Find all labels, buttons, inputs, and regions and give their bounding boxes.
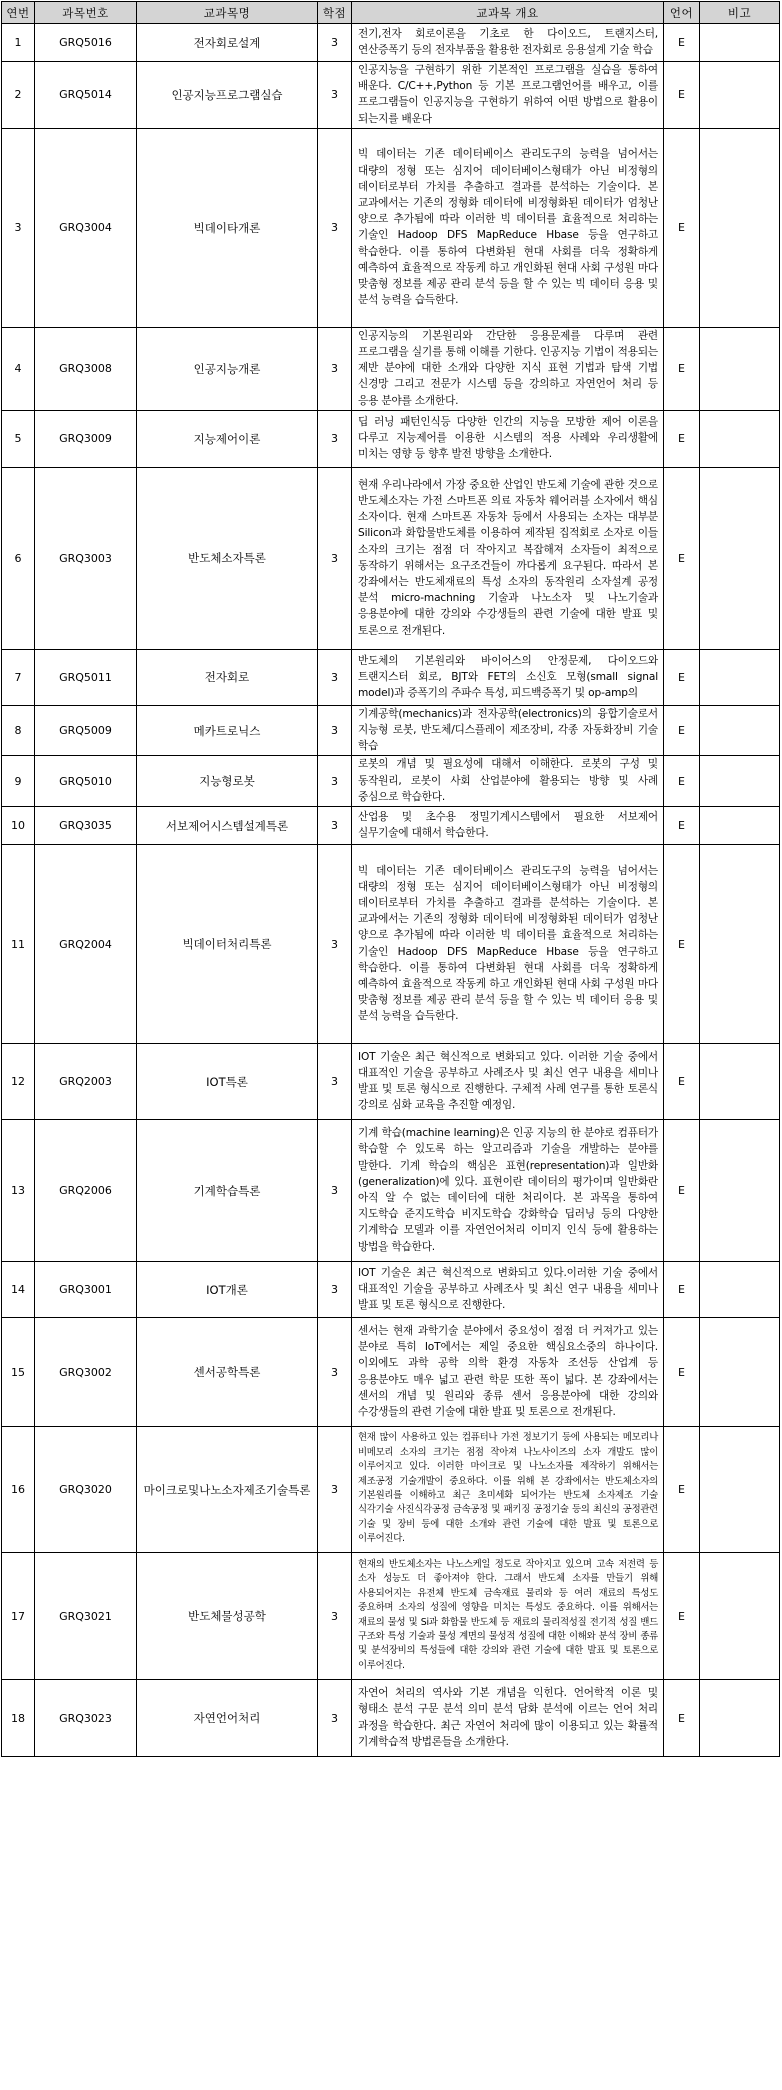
course-language: E: [664, 467, 700, 649]
row-number: 1: [2, 24, 35, 62]
row-number: 12: [2, 1044, 35, 1120]
course-remarks: [700, 756, 780, 807]
course-summary: 인공지능의 기본원리와 간단한 응용문제를 다루며 관련 프로그램을 실기를 통해 이해를 기한다. 인공지능 기법이 적용되는 제반 분야에 대한 소개와 다양한 지식 표현 기법과 탐색 기법 신경망 그리고 전문가 시스템 등을 강의하고 자연언어 처리 등 응용 분야를 소개한다.: [352, 327, 664, 410]
course-remarks: [700, 62, 780, 129]
table-row: [2, 649, 780, 705]
course-code: GRQ3003: [35, 467, 137, 649]
course-language: E: [664, 756, 700, 807]
course-language: E: [664, 1553, 700, 1680]
course-summary: 현재 많이 사용하고 있는 컴퓨터나 가전 정보기기 등에 사용되는 메모리나 비메모리 소자의 크기는 점점 작아져 나노사이즈의 소자 개발도 많이 이루어지고 있다. 이러한 마이크로 및 나노소자를 제작하기 위해서는 제조공정 기술개발이 중요하다. 이를 위해 본 강좌에서는 반도체소자의 기본원리를 이해하고 최근 초미세화 되어가는 반도체 소자제조 기술 식각기술 사진식각공정 금속공정 및 패키징 공정기술 등의 최신의 공정관련 기술 및 장비 등에 대한 소개와 관련 기술에 대한 발표 및 토론으로 이루어진다.: [352, 1427, 664, 1553]
course-name: 전자회로: [137, 649, 318, 705]
course-remarks: [700, 1680, 780, 1757]
course-code: GRQ3002: [35, 1318, 137, 1427]
course-code: GRQ5014: [35, 62, 137, 129]
course-remarks: [700, 128, 780, 327]
table-row: [2, 705, 780, 756]
header-language: 언어: [664, 2, 700, 24]
course-name: 반도체소자특론: [137, 467, 318, 649]
course-credits: 3: [318, 24, 352, 62]
row-number: 14: [2, 1262, 35, 1318]
table-row: [2, 1044, 780, 1120]
row-number: 17: [2, 1553, 35, 1680]
row-number: 16: [2, 1427, 35, 1553]
course-summary: 기계 학습(machine learning)은 인공 지능의 한 분야로 컴퓨터가 학습할 수 있도록 하는 알고리즘과 기술을 개발하는 분야를 말한다. 기계 학습의 핵심은 표현(representation)과 일반화(generalization)에 있다. 표현이란 데이터의 평가이며 일반화란 아직 알 수 없는 데이터에 대한 처리이다. 본 과목을 통하여 지도학습 준지도학습 비지도학습 강화학습 딥러닝 등의 다양한 기계학습 모델과 이를 자연언어처리 이미지 인식 등에 활용하는 방법을 학습한다.: [352, 1120, 664, 1262]
course-summary: 현재 우리나라에서 가장 중요한 산업인 반도체 기술에 관한 것으로 반도체소자는 가전 스마트폰 의료 자동차 웨어러블 소자에서 핵심 소자이다. 현재 스마트폰 자동차 등에서 사용되는 소자는 대부분 Silicon과 화합물반도체를 이용하여 제작된 집적회로 소자로 이들 소자의 크기는 점점 더 작아지고 복잡해져 소자들이 최적으로 동작하기 위해서는 요구조건들이 까다롭게 요구된다. 따라서 본 강좌에서는 반도체재료의 특성 소자의 동작원리 소자설계 공정 분석 micro-machning 기술과 나노소자 및 나노기술과 응용분야에 대한 강의와 수강생들의 관련 기술에 대한 발표 및 토론으로 전개된다.: [352, 467, 664, 649]
course-language: E: [664, 1262, 700, 1318]
table-row: [2, 1553, 780, 1680]
course-name: 전자회로설계: [137, 24, 318, 62]
course-summary: IOT 기술은 최근 혁신적으로 변화되고 있다. 이러한 기술 중에서 대표적인 기술을 공부하고 사례조사 및 최신 연구 내용을 세미나 발표 및 토론 형식으로 진행한다. 구체적 사례 연구를 통한 토론식 강의로 심화 교육을 추진할 예정임.: [352, 1044, 664, 1120]
course-summary: 딥 러닝 패턴인식등 다양한 인간의 지능을 모방한 제어 이론을 다루고 지능제어를 이용한 시스템의 적용 사례와 우리생활에 미치는 영향 등 향후 발전 방향을 소개한다.: [352, 410, 664, 467]
course-language: E: [664, 410, 700, 467]
row-number: 18: [2, 1680, 35, 1757]
course-code: GRQ2003: [35, 1044, 137, 1120]
course-summary: 인공지능을 구현하기 위한 기본적인 프로그램을 실습을 통하여 배운다. C/C++,Python 등 기본 프로그램언어를 배우고, 이를 프로그램들이 인공지능을 구현하기 위하여 어떤 방법으로 활용이 되는지를 배운다: [352, 62, 664, 129]
course-credits: 3: [318, 649, 352, 705]
course-summary: 자연어 처리의 역사와 기본 개념을 익힌다. 언어학적 이론 및 형태소 분석 구문 분석 의미 분석 담화 분석에 이르는 언어 처리 과정을 학습한다. 최근 자연어 처리에 많이 이용되고 있는 확률적 기계학습적 방법론들을 소개한다.: [352, 1680, 664, 1757]
course-code: GRQ3001: [35, 1262, 137, 1318]
course-code: GRQ3035: [35, 807, 137, 845]
course-language: E: [664, 845, 700, 1044]
course-name: 서보제어시스템설계특론: [137, 807, 318, 845]
course-language: E: [664, 62, 700, 129]
course-code: GRQ2006: [35, 1120, 137, 1262]
course-language: E: [664, 1427, 700, 1553]
course-remarks: [700, 467, 780, 649]
course-language: E: [664, 807, 700, 845]
course-remarks: [700, 1318, 780, 1427]
course-language: E: [664, 1318, 700, 1427]
course-remarks: [700, 410, 780, 467]
course-name: 인공지능프로그램실습: [137, 62, 318, 129]
course-credits: 3: [318, 1680, 352, 1757]
course-language: E: [664, 1680, 700, 1757]
course-language: E: [664, 327, 700, 410]
row-number: 10: [2, 807, 35, 845]
course-name: 반도체물성공학: [137, 1553, 318, 1680]
course-summary: IOT 기술은 최근 혁신적으로 변화되고 있다.이러한 기술 중에서 대표적인 기술을 공부하고 사례조사 및 최신 연구 내용을 세미나 발표 및 토론 형식으로 진행한다.: [352, 1262, 664, 1318]
course-language: E: [664, 24, 700, 62]
course-name: 자연언어처리: [137, 1680, 318, 1757]
table-row: [2, 1318, 780, 1427]
course-remarks: [700, 24, 780, 62]
course-code: GRQ5011: [35, 649, 137, 705]
table-row: [2, 1427, 780, 1553]
course-remarks: [700, 1553, 780, 1680]
course-remarks: [700, 807, 780, 845]
table-row: [2, 1120, 780, 1262]
table-row: [2, 467, 780, 649]
course-name: 메카트로닉스: [137, 705, 318, 756]
course-name: 지능형로봇: [137, 756, 318, 807]
course-credits: 3: [318, 410, 352, 467]
course-credits: 3: [318, 467, 352, 649]
course-name: IOT개론: [137, 1262, 318, 1318]
course-name: 마이크로및나노소자제조기술특론: [137, 1427, 318, 1553]
course-code: GRQ3021: [35, 1553, 137, 1680]
header-credits: 학점: [318, 2, 352, 24]
course-remarks: [700, 1044, 780, 1120]
row-number: 15: [2, 1318, 35, 1427]
course-summary: 빅 데이터는 기존 데이터베이스 관리도구의 능력을 넘어서는 대량의 정형 또는 심지어 데이터베이스형태가 아닌 비정형의 데이터로부터 가치를 추출하고 결과를 분석하는 기술이다. 본 교과에서는 기존의 정형화 데이터에 비정형화된 데이터가 엄청난 양으로 추가됨에 따라 이러한 빅 데이터를 효율적으로 처리하는 기술인 Hadoop DFS MapReduce Hbase 등을 연구하고 학습한다. 이를 통하여 다변화된 현대 사회를 더욱 정확하게 예측하여 효율적으로 작동케 하고 개인화된 현대 사회 구성원 마다 맞춤형 정보를 제공 관리 분석 등을 할 수 있는 빅 데이터 응용 및 분석 능력을 습득한다.: [352, 845, 664, 1044]
course-credits: 3: [318, 807, 352, 845]
table-row: [2, 756, 780, 807]
row-number: 9: [2, 756, 35, 807]
header-no: 연번: [2, 2, 35, 24]
course-credits: 3: [318, 327, 352, 410]
course-code: GRQ3020: [35, 1427, 137, 1553]
course-credits: 3: [318, 128, 352, 327]
course-credits: 3: [318, 1044, 352, 1120]
course-credits: 3: [318, 756, 352, 807]
course-name: 지능제어이론: [137, 410, 318, 467]
course-name: 기계학습특론: [137, 1120, 318, 1262]
course-remarks: [700, 327, 780, 410]
course-summary: 기계공학(mechanics)과 전자공학(electronics)의 융합기술로서 지능형 로봇, 반도체/디스플레이 제조장비, 각종 자동화장비 기술 학습: [352, 705, 664, 756]
course-credits: 3: [318, 705, 352, 756]
course-summary: 현재의 반도체소자는 나노스케일 정도로 작아지고 있으며 고속 저전력 등 소자 성능도 더 좋아져야 한다. 그래서 반도체 소자를 만들기 위해 사용되어지는 유전체 반도체 금속재료 물리와 등 여러 재료의 특성도 중요하며 소자의 성질에 영향을 미치는 특성도 중요하다. 이를 위해서는 재료의 물성 및 Si과 화합물 반도체 등 재료의 물리적성질 전기적 성질 밴드 구조와 특성 기술과 물성 계면의 물성적 성질에 대한 이해와 분석 장비 종류 및 분석장비의 특성들에 대한 강의와 관련 기술에 대한 발표 및 토론으로 이루어진다.: [352, 1553, 664, 1680]
row-number: 7: [2, 649, 35, 705]
table-row: [2, 1680, 780, 1757]
header-remarks: 비고: [700, 2, 780, 24]
course-remarks: [700, 649, 780, 705]
row-number: 4: [2, 327, 35, 410]
table-row: [2, 410, 780, 467]
course-table-body: [2, 24, 780, 1757]
course-credits: 3: [318, 845, 352, 1044]
table-row: [2, 845, 780, 1044]
row-number: 11: [2, 845, 35, 1044]
course-code: GRQ3004: [35, 128, 137, 327]
course-name: 인공지능개론: [137, 327, 318, 410]
course-language: E: [664, 128, 700, 327]
header-name: 교과목명: [137, 2, 318, 24]
course-summary: 전기,전자 회로이론을 기초로 한 다이오드, 트랜지스터, 연산증폭기 등의 전자부품을 활용한 전자회로 응용설계 기술 학습: [352, 24, 664, 62]
table-row: [2, 1262, 780, 1318]
course-code: GRQ2004: [35, 845, 137, 1044]
course-remarks: [700, 1120, 780, 1262]
course-credits: 3: [318, 1427, 352, 1553]
course-name: 빅데이터처리특론: [137, 845, 318, 1044]
course-summary: 반도체의 기본원리와 바이어스의 안정문제, 다이오드와 트랜지스터 회로, BJT와 FET의 소신호 모형(small signal model)과 증폭기의 주파수 특성, 피드백증폭기 및 op-amp의: [352, 649, 664, 705]
header-summary: 교과목 개요: [352, 2, 664, 24]
course-name: IOT특론: [137, 1044, 318, 1120]
course-remarks: [700, 1262, 780, 1318]
row-number: 2: [2, 62, 35, 129]
course-summary: 빅 데이터는 기존 데이터베이스 관리도구의 능력을 넘어서는 대량의 정형 또는 심지어 데이터베이스형태가 아닌 비정형의 데이터로부터 가치를 추출하고 결과를 분석하는 기술이다. 본 교과에서는 기존의 정형화 데이터에 비정형화된 데이터가 엄청난 양으로 추가됨에 따라 이러한 빅 데이터를 효율적으로 처리하는 기술인 Hadoop DFS MapReduce Hbase 등을 연구하고 학습한다. 이를 통하여 다변화된 현대 사회를 더욱 정확하게 예측하여 효율적으로 작동케 하고 개인화된 현대 사회 구성원 마다 맞춤형 정보를 제공 관리 분석 등을 할 수 있는 빅 데이터 응용 및 분석 능력을 습득한다.: [352, 128, 664, 327]
header-code: 과목번호: [35, 2, 137, 24]
row-number: 13: [2, 1120, 35, 1262]
course-credits: 3: [318, 1120, 352, 1262]
row-number: 5: [2, 410, 35, 467]
row-number: 6: [2, 467, 35, 649]
table-row: [2, 128, 780, 327]
course-credits: 3: [318, 1262, 352, 1318]
course-remarks: [700, 845, 780, 1044]
course-remarks: [700, 1427, 780, 1553]
course-name: 빅데이타개론: [137, 128, 318, 327]
header-row: [2, 2, 780, 24]
row-number: 3: [2, 128, 35, 327]
course-credits: 3: [318, 62, 352, 129]
course-summary: 센서는 현재 과학기술 분야에서 중요성이 점점 더 커져가고 있는 분야로 특히 IoT에서는 제일 중요한 핵심요소중의 하나이다. 이외에도 과학 공학 의학 환경 자동차 조선등 산업계 등 응용분야도 매우 넓고 관련 학문 또한 폭이 넓다. 본 강좌에서는 센서의 개념 및 원리와 종류 센서 응용분야에 대한 강의와 수강생들의 관련 기술에 대한 발표 및 토론으로 전개된다.: [352, 1318, 664, 1427]
course-language: E: [664, 1120, 700, 1262]
course-name: 센서공학특론: [137, 1318, 318, 1427]
course-code: GRQ5016: [35, 24, 137, 62]
table-row: [2, 24, 780, 62]
table-row: [2, 807, 780, 845]
table-row: [2, 327, 780, 410]
course-remarks: [700, 705, 780, 756]
course-code: GRQ3009: [35, 410, 137, 467]
course-code: GRQ5009: [35, 705, 137, 756]
course-code: GRQ5010: [35, 756, 137, 807]
row-number: 8: [2, 705, 35, 756]
course-table: [1, 1, 780, 1757]
course-language: E: [664, 1044, 700, 1120]
course-language: E: [664, 705, 700, 756]
course-language: E: [664, 649, 700, 705]
course-code: GRQ3023: [35, 1680, 137, 1757]
course-code: GRQ3008: [35, 327, 137, 410]
course-summary: 로봇의 개념 및 필요성에 대해서 이해한다. 로봇의 구성 및 동작원리, 로봇이 사회 산업분야에 활용되는 방향 및 사례 중심으로 학습한다.: [352, 756, 664, 807]
course-credits: 3: [318, 1553, 352, 1680]
table-row: [2, 62, 780, 129]
course-credits: 3: [318, 1318, 352, 1427]
course-summary: 산업용 및 초수용 정밀기계시스템에서 필요한 서보제어 실무기술에 대해서 학습한다.: [352, 807, 664, 845]
